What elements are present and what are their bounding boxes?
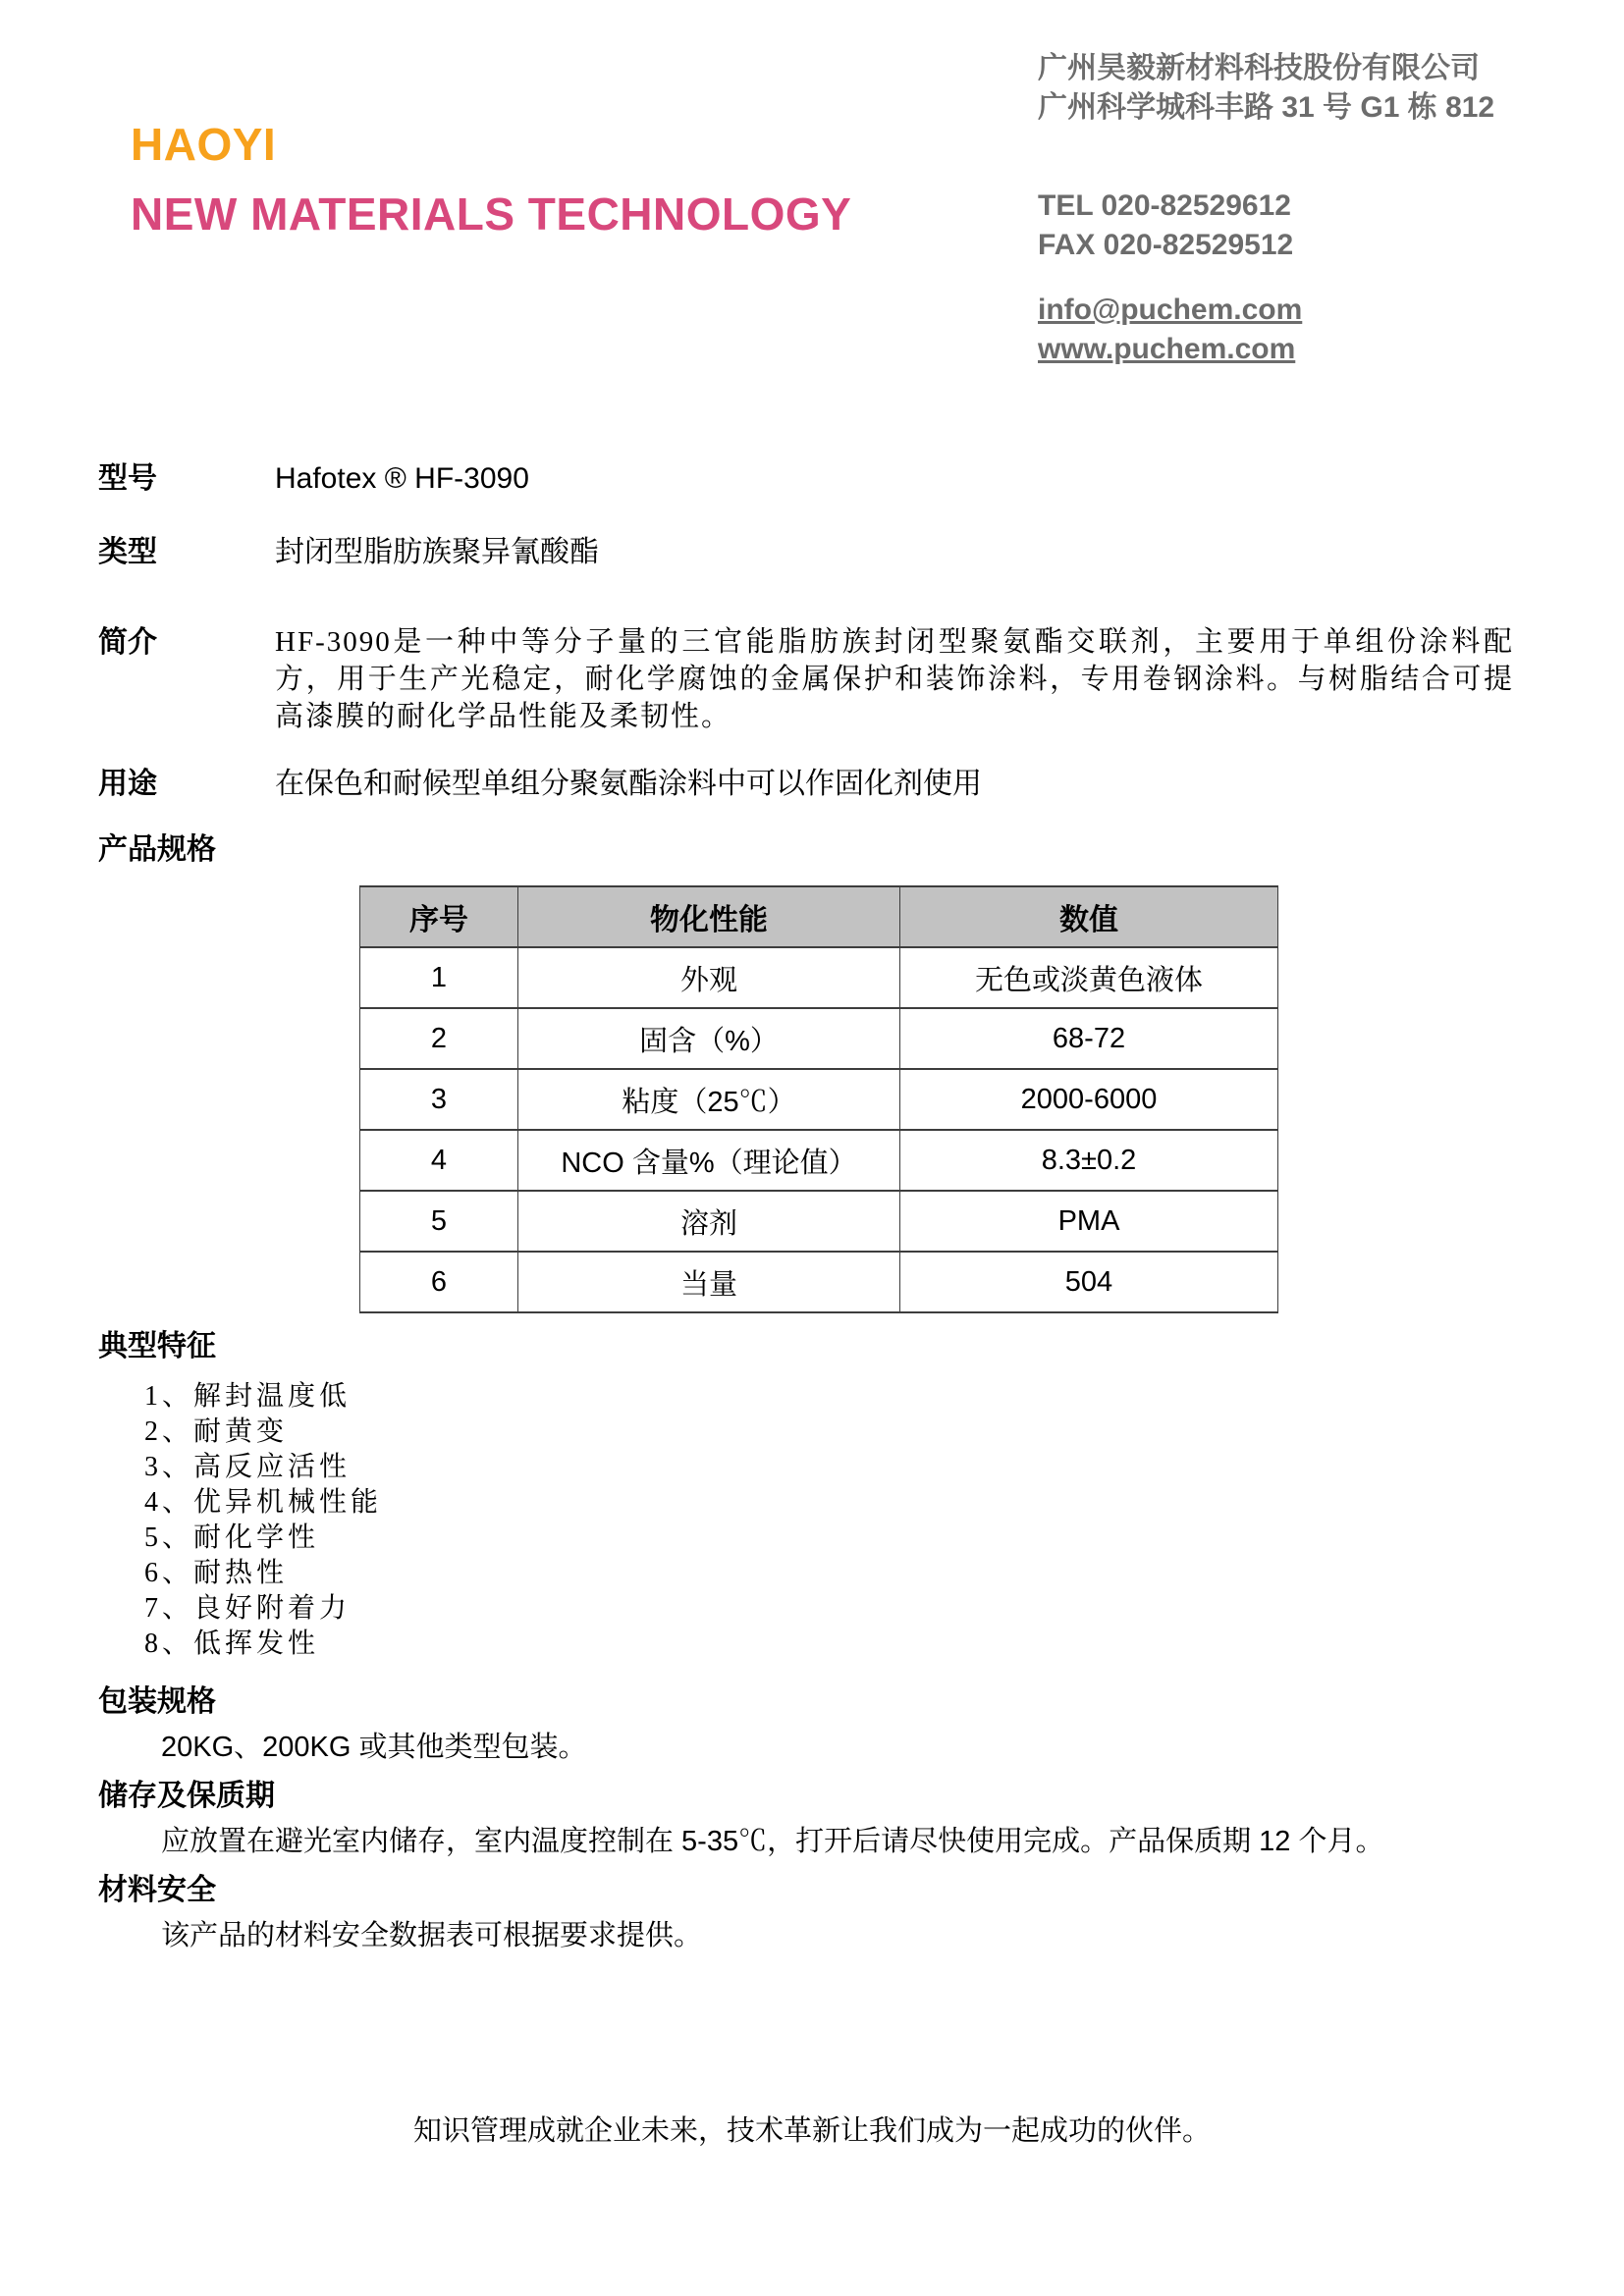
company-address: 广州科学城科丰路 31 号 G1 栋 812 <box>1038 91 1495 124</box>
spec-col-header-index: 序号 <box>360 886 518 947</box>
field-intro <box>98 623 1532 735</box>
spec-cell-value: 504 <box>900 1252 1278 1312</box>
section-heading-packaging: 包装规格 <box>98 1685 216 1718</box>
safety-text: 该产品的材料安全数据表可根据要求提供。 <box>161 1920 703 1951</box>
storage-text: 应放置在避光室内储存，室内温度控制在 5-35℃，打开后请尽快使用完成。产品保质期 12 个月。 <box>161 1826 1384 1857</box>
spec-cell-value: 2000-6000 <box>900 1069 1278 1130</box>
list-item: 2、耐黄变 <box>144 1416 289 1447</box>
table-row <box>360 947 1278 1008</box>
company-email-link[interactable]: info@puchem.com <box>1038 294 1303 326</box>
spec-table <box>359 885 1278 1313</box>
list-item: 3、高反应活性 <box>144 1452 352 1482</box>
section-heading-specifications: 产品规格 <box>98 833 216 866</box>
spec-col-header-value: 数值 <box>900 886 1278 947</box>
company-tel: TEL 020-82529612 <box>1038 189 1291 222</box>
logo-brand-subtitle: NEW MATERIALS TECHNOLOGY <box>131 188 852 240</box>
list-item: 6、耐热性 <box>144 1558 289 1588</box>
spec-cell-property: 溶剂 <box>518 1191 900 1252</box>
field-model-value: Hafotex ® HF-3090 <box>275 462 529 495</box>
spec-cell-index: 6 <box>360 1252 518 1312</box>
table-row <box>360 1191 1278 1252</box>
spec-cell-property: NCO 含量%（理论值） <box>518 1130 900 1191</box>
spec-cell-property: 当量 <box>518 1252 900 1312</box>
field-model-label: 型号 <box>98 462 157 495</box>
spec-cell-index: 2 <box>360 1008 518 1069</box>
field-intro-value: HF-3090是一种中等分子量的三官能脂肪族封闭型聚氨酯交联剂，主要用于单组份涂料配方，用于生产光稳定，耐化学腐蚀的金属保护和装饰涂料，专用卷钢涂料。与树脂结合可提高漆膜的耐化学品性能及柔韧性。 <box>275 626 1514 732</box>
list-item: 5、耐化学性 <box>144 1522 320 1553</box>
spec-cell-property: 固含（%） <box>518 1008 900 1069</box>
company-contact-block <box>1038 49 1588 369</box>
field-model <box>98 459 1532 499</box>
field-intro-label: 简介 <box>98 626 157 659</box>
features-list <box>98 1379 1532 1662</box>
spec-cell-index: 1 <box>360 947 518 1008</box>
spec-cell-value: 68-72 <box>900 1008 1278 1069</box>
table-row <box>360 1069 1278 1130</box>
list-item: 4、优异机械性能 <box>144 1487 383 1518</box>
footer-slogan: 知识管理成就企业未来，技术革新让我们成为一起成功的伙伴。 <box>412 2115 1211 2147</box>
company-name: 广州昊毅新材料科技股份有限公司 <box>1038 52 1480 84</box>
document-body <box>98 459 1532 1954</box>
spec-cell-index: 4 <box>360 1130 518 1191</box>
spec-cell-value: PMA <box>900 1191 1278 1252</box>
company-website-link[interactable]: www.puchem.com <box>1038 333 1296 365</box>
spec-cell-value: 无色或淡黄色液体 <box>900 947 1278 1008</box>
company-logo <box>131 110 851 249</box>
spec-cell-property: 粘度（25℃） <box>518 1069 900 1130</box>
list-item: 7、良好附着力 <box>144 1593 352 1624</box>
field-type-label: 类型 <box>98 536 157 568</box>
logo-brand-name: HAOYI <box>131 119 277 170</box>
spec-table-header-row <box>360 886 1278 947</box>
spec-cell-index: 3 <box>360 1069 518 1130</box>
spacer <box>1038 128 1588 187</box>
packaging-text: 20KG、200KG 或其他类型包装。 <box>161 1732 587 1763</box>
section-heading-features: 典型特征 <box>98 1330 216 1362</box>
spec-cell-property: 外观 <box>518 947 900 1008</box>
field-usage-label: 用途 <box>98 768 157 800</box>
section-heading-storage: 储存及保质期 <box>98 1780 275 1812</box>
spec-col-header-property: 物化性能 <box>518 886 900 947</box>
spacer <box>1038 265 1588 291</box>
list-item: 1、解封温度低 <box>144 1381 352 1412</box>
table-row <box>360 1130 1278 1191</box>
field-type <box>98 533 1532 572</box>
field-type-value: 封闭型脂肪族聚异氰酸酯 <box>275 536 599 568</box>
section-heading-safety: 材料安全 <box>98 1874 216 1906</box>
table-row <box>360 1008 1278 1069</box>
field-usage <box>98 765 1532 804</box>
spec-cell-index: 5 <box>360 1191 518 1252</box>
table-row <box>360 1252 1278 1312</box>
spec-cell-value: 8.3±0.2 <box>900 1130 1278 1191</box>
field-usage-value: 在保色和耐候型单组分聚氨酯涂料中可以作固化剂使用 <box>275 768 982 800</box>
company-fax: FAX 020-82529512 <box>1038 229 1294 261</box>
list-item: 8、低挥发性 <box>144 1629 320 1659</box>
